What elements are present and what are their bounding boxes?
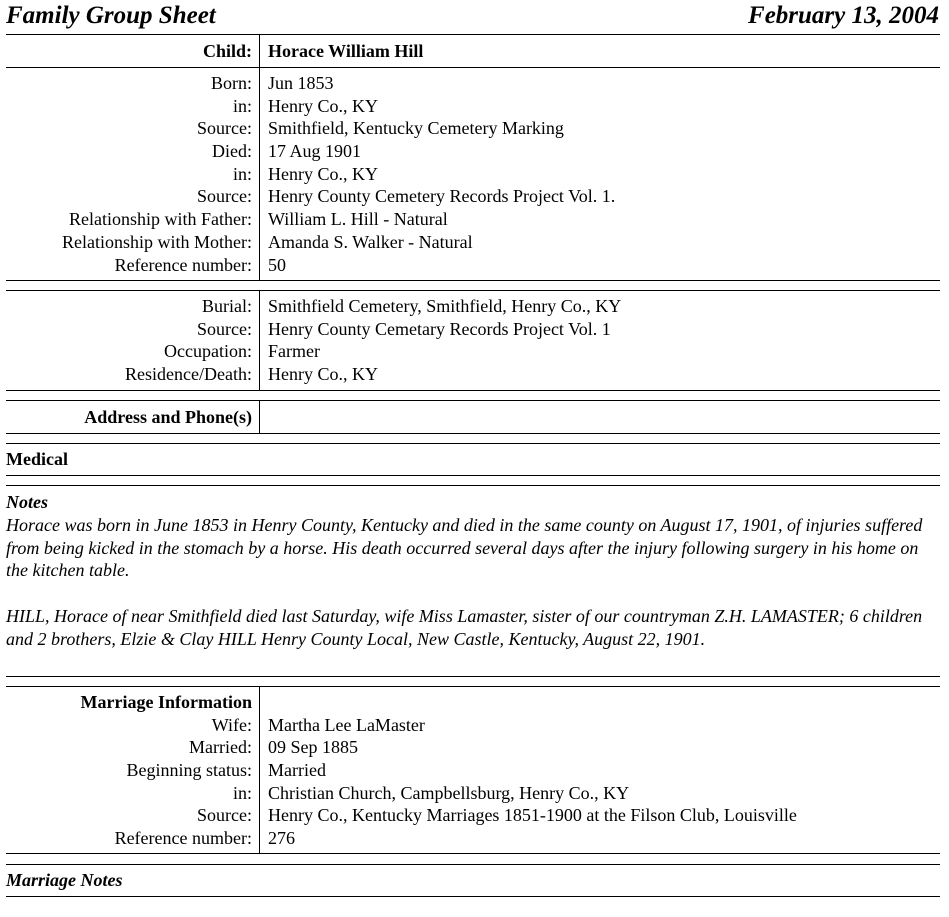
vital-label: Died: (212, 141, 252, 162)
column-divider (259, 401, 260, 433)
marriage-label: Source: (197, 805, 252, 826)
vital-value: Henry County Cemetery Records Project Vol. 1. (268, 186, 616, 207)
marriage-value: 09 Sep 1885 (268, 737, 358, 758)
divider (6, 864, 940, 865)
vital-label: Source: (197, 118, 252, 139)
marriage-value: Christian Church, Campbellsburg, Henry Co., KY (268, 782, 630, 803)
vital-label: Source: (197, 186, 252, 207)
vital-label: in: (232, 95, 252, 116)
divider (6, 853, 940, 854)
column-divider (259, 35, 260, 67)
marriage-heading: Marriage Information (80, 692, 252, 712)
event-value: Henry County Cemetary Records Project Vol. 1 (268, 318, 611, 339)
column-divider (259, 687, 260, 853)
divider (6, 34, 940, 35)
column-divider (259, 291, 260, 390)
marriage-labels (81, 691, 252, 850)
divider (6, 896, 940, 897)
sheet-date: February 13, 2004 (748, 2, 939, 29)
vital-value: 17 Aug 1901 (268, 141, 362, 162)
vital-label: Relationship with Father: (69, 209, 252, 230)
event-label: Burial: (202, 296, 252, 316)
medical-heading: Medical (6, 449, 68, 469)
vital-label: Reference number: (114, 254, 252, 275)
column-divider (259, 68, 260, 280)
notes-paragraph: HILL, Horace of near Smithfield died last Saturday, wife Miss Lamaster, sister of our countryman Z.H. LAMASTER; 6 children and 2 brothers, Elzie & Clay HILL Henry County Local, New Castle, Kentucky, August 22, 1901. (6, 605, 923, 649)
address-label: Address and Phone(s) (84, 407, 252, 427)
sheet-title: Family Group Sheet (6, 2, 216, 29)
vital-value: Henry Co., KY (268, 95, 378, 116)
event-label: Occupation: (164, 341, 252, 362)
marriage-label: Wife: (211, 714, 252, 735)
child-label: Child: (202, 41, 252, 61)
divider (6, 280, 940, 281)
notes-heading: Notes (6, 492, 48, 512)
marriage-label: Married: (189, 737, 252, 758)
vital-value: Smithfield, Kentucky Cemetery Marking (268, 118, 564, 139)
event-label: Source: (197, 318, 252, 339)
marriage-values (268, 714, 797, 850)
divider (6, 290, 940, 291)
vital-value: Jun 1853 (268, 73, 334, 93)
vital-value: 50 (268, 254, 286, 275)
event-value: Farmer (268, 341, 320, 362)
vital-value: William L. Hill - Natural (268, 209, 448, 230)
events-values (268, 295, 621, 386)
divider (6, 433, 940, 434)
marriage-value: Martha Lee LaMaster (268, 714, 425, 735)
divider (6, 686, 940, 687)
event-value: Henry Co., KY (268, 364, 378, 385)
vital-value: Amanda S. Walker - Natural (268, 231, 473, 252)
marriage-label: Beginning status: (126, 760, 252, 781)
vitals-labels (62, 72, 252, 276)
marriage-label: Reference number: (114, 828, 252, 849)
marriage-value: Married (268, 760, 326, 781)
divider (6, 443, 940, 444)
events-labels (125, 295, 252, 386)
divider (6, 400, 940, 401)
event-label: Residence/Death: (125, 364, 252, 385)
event-value: Smithfield Cemetery, Smithfield, Henry Co., KY (268, 296, 622, 316)
divider (6, 67, 940, 68)
marriage-value: 276 (268, 828, 295, 849)
vital-label: in: (232, 163, 252, 184)
vital-label: Relationship with Mother: (62, 231, 252, 252)
child-name: Horace William Hill (268, 41, 424, 61)
marriage-label: in: (232, 782, 252, 803)
marriage-notes-heading: Marriage Notes (6, 870, 123, 890)
notes-paragraph: Horace was born in June 1853 in Henry County, Kentucky and died in the same county on August 17, 1901, of injuries suffered from being kicked in the stomach by a horse. His death occurred several days after the injury following surgery in his home on the kitchen table. (6, 515, 923, 581)
notes-body (6, 514, 940, 650)
vital-value: Henry Co., KY (268, 163, 378, 184)
divider (6, 676, 940, 677)
divider (6, 485, 940, 486)
vital-label: Born: (210, 73, 252, 93)
vitals-values (268, 72, 615, 276)
marriage-value: Henry Co., Kentucky Marriages 1851-1900 at the Filson Club, Louisville (268, 805, 797, 826)
divider (6, 390, 940, 391)
divider (6, 475, 940, 476)
